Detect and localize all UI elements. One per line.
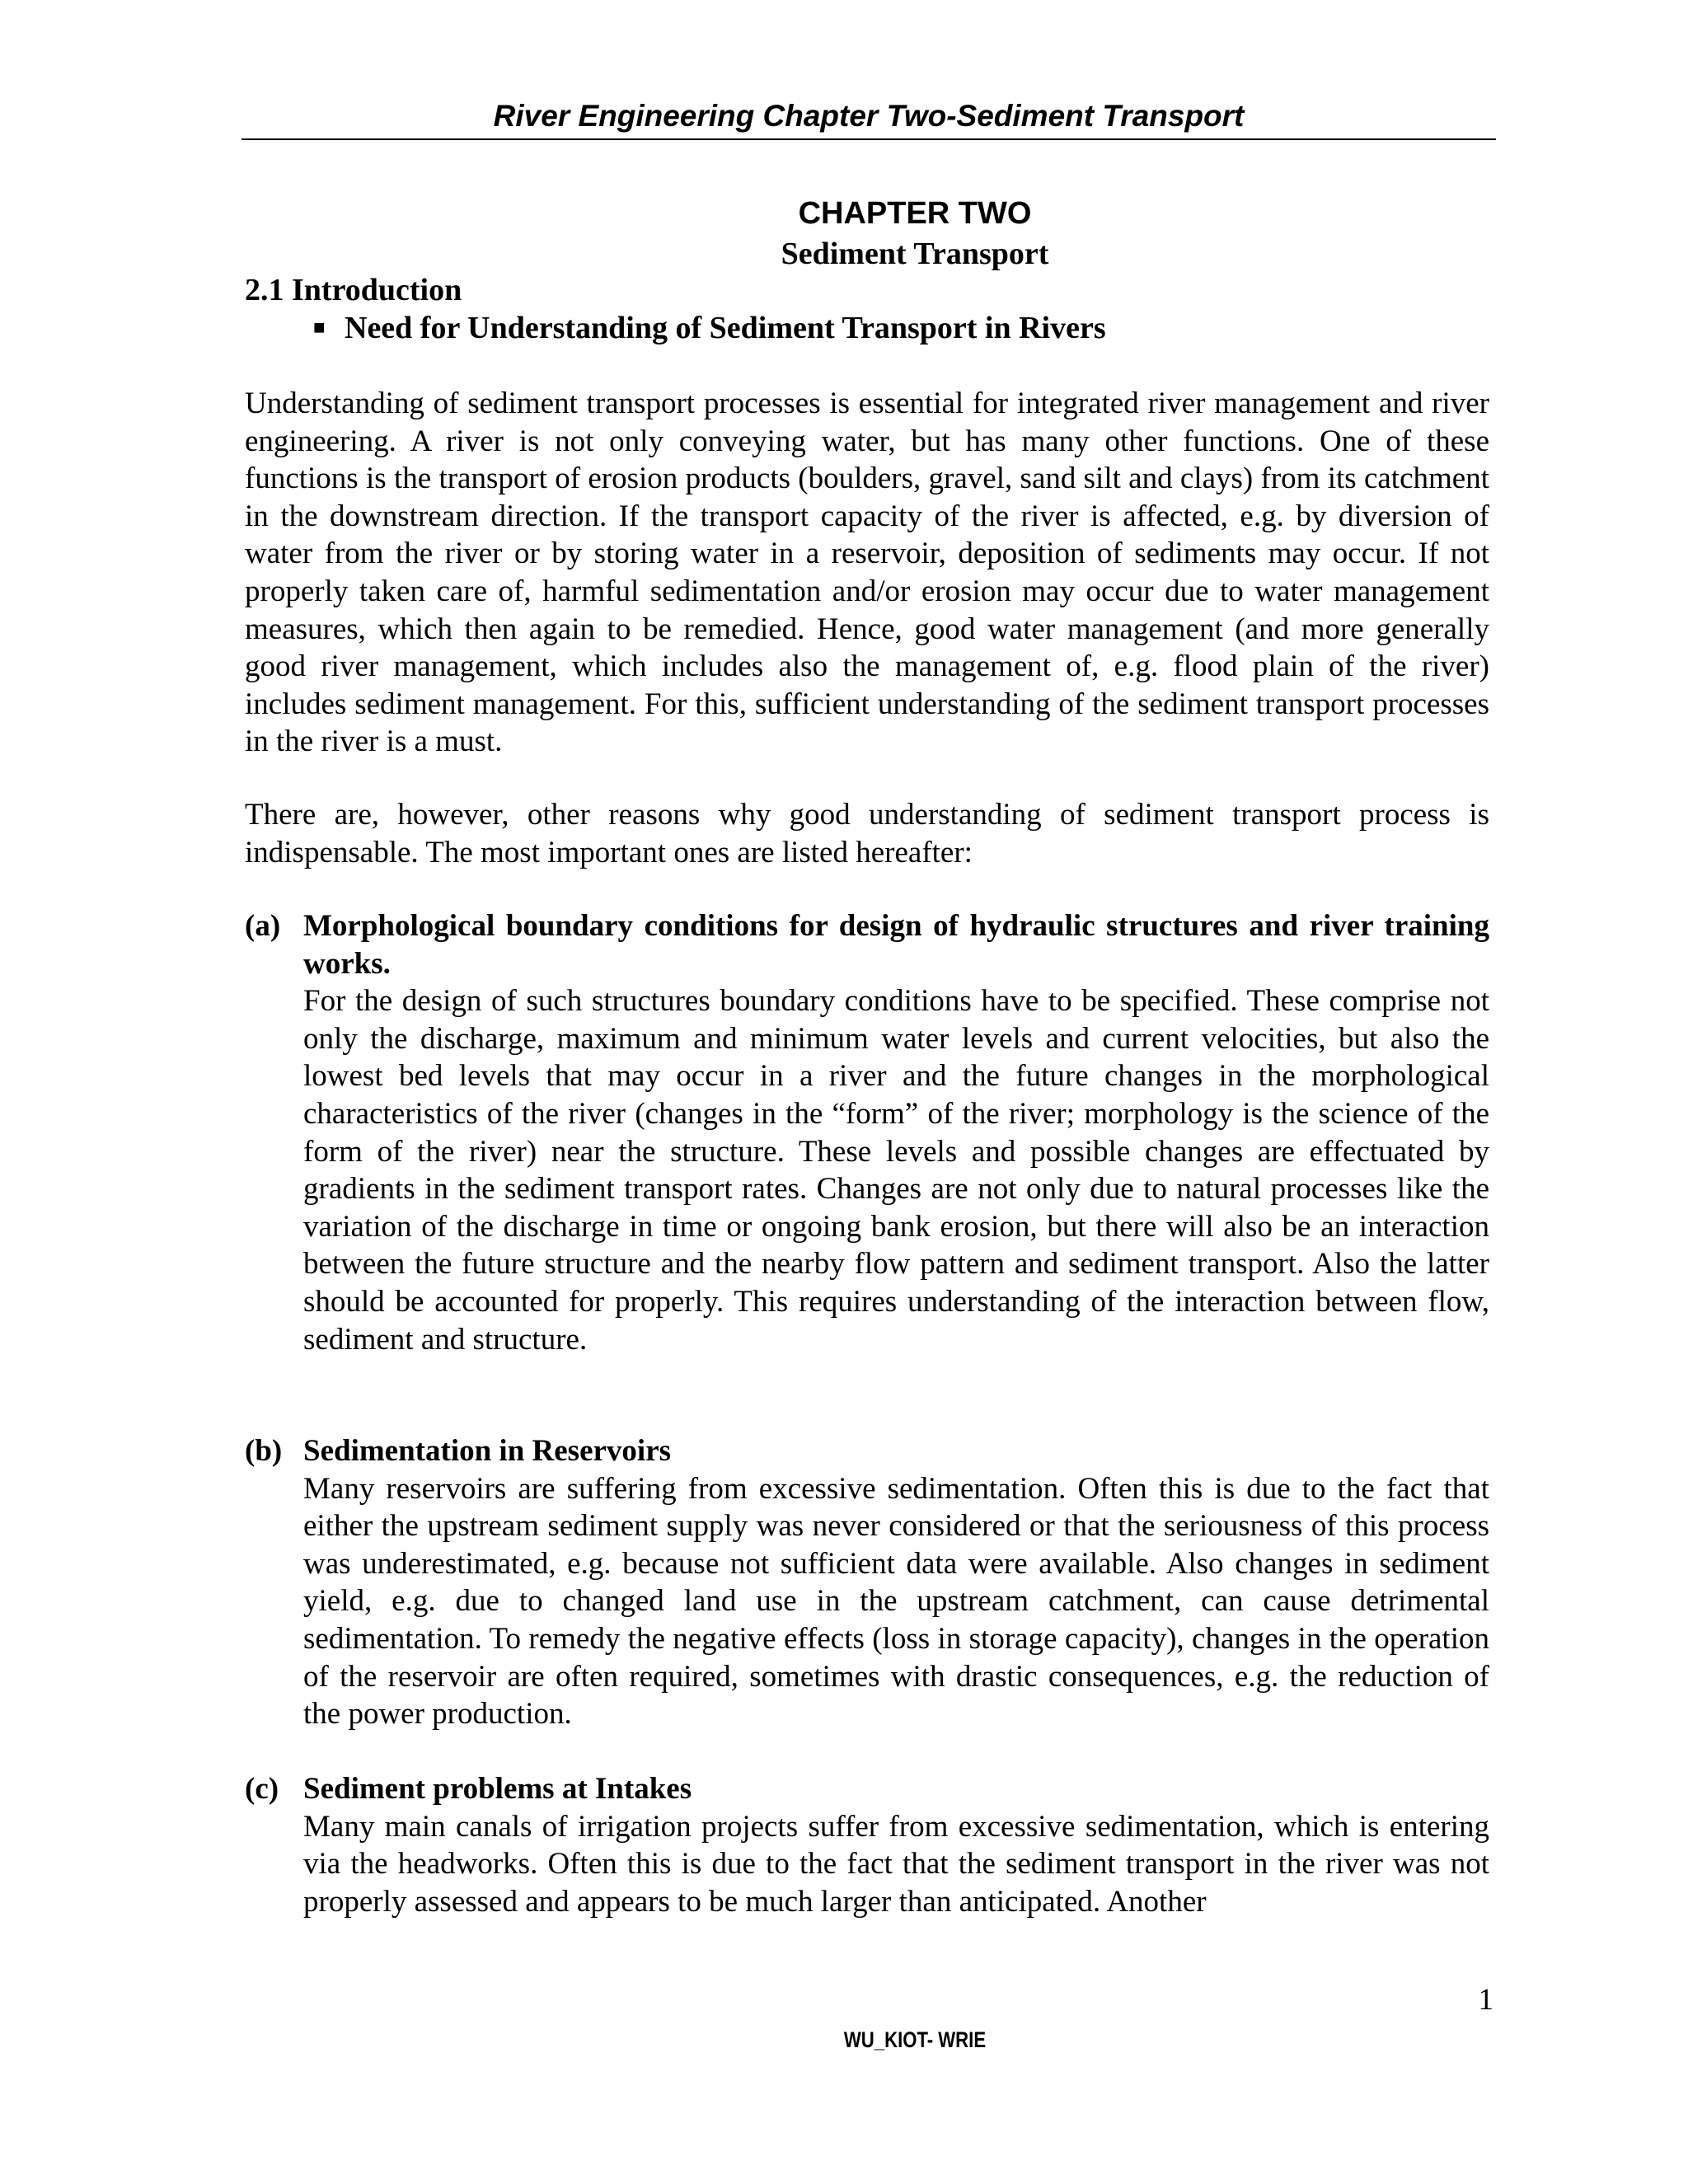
list-item bbox=[245, 1432, 1489, 1733]
running-header: River Engineering Chapter Two-Sediment Transport bbox=[493, 99, 1245, 133]
list-item-title: Morphological boundary conditions for design of hydraulic structures and river training works. bbox=[303, 909, 1489, 981]
header-rule bbox=[241, 138, 1496, 140]
list-item-text: For the design of such structures boundary conditions have to be specified. These comprise not only the discharge, maximum and minimum water levels and current velocities, but also the lowest bed levels that may occur in a river and the future changes in the morphological characteristics of the river (changes in the “form” of the river; morphology is the science of the form of the river) near the structure. These levels and possible changes are effectuated by gradients in the sediment transport rates. Changes are not only due to natural processes like the variation of the discharge in time or ongoing bank erosion, but there will also be an interaction between the future structure and the nearby flow pattern and sediment transport. Also the latter should be accounted for properly. This requires understanding of the interaction between flow, sediment and structure. bbox=[303, 984, 1489, 1357]
chapter-title: CHAPTER TWO bbox=[798, 196, 1032, 231]
bullet-heading bbox=[313, 309, 1106, 347]
list-item-label: (a) bbox=[245, 909, 281, 943]
paragraph: There are, however, other reasons why good understanding of sediment transport process is indispensable. The most important ones are listed hereafter: bbox=[245, 798, 1489, 869]
page-number: 1 bbox=[1478, 1983, 1493, 2017]
list-item-title: Sediment problems at Intakes bbox=[303, 1772, 692, 1806]
footer-institution: WU_KIOT- WRIE bbox=[843, 2027, 987, 2052]
list-item-text: Many main canals of irrigation projects suffer from excessive sedimentation, which is entering via the headworks. Often this is due to the fact that the sediment transport in the river was not properly assessed and appears to be much larger than anticipated. Another bbox=[303, 1809, 1489, 1919]
list-item bbox=[245, 1770, 1489, 1920]
list-item-text: Many reservoirs are suffering from excessive sedimentation. Often this is due to the fact that either the upstream sediment supply was never considered or that the seriousness of this process was underestimated, e.g. because not sufficient data were available. Also changes in sediment yield, e.g. due to changed land use in the upstream catchment, can cause detrimental sedimentation. To remedy the negative effects (loss in storage capacity), changes in the operation of the reservoir are often required, sometimes with drastic consequences, e.g. the reduction of the power production. bbox=[303, 1471, 1489, 1732]
chapter-subtitle: Sediment Transport bbox=[781, 237, 1049, 271]
list-item bbox=[245, 907, 1489, 1358]
section-heading: 2.1 Introduction bbox=[245, 273, 462, 307]
paragraph: Understanding of sediment transport processes is essential for integrated river management and river engineering. A river is not only conveying water, but has many other functions. One of these functions is the transport of erosion products (boulders, gravel, sand silt and clays) from its catchment in the downstream direction. If the transport capacity of the river is affected, e.g. by diversion of water from the river or by storing water in a reservoir, deposition of sediments may occur. If not properly taken care of, harmful sedimentation and/or erosion may occur due to water management measures, which then again to be remedied. Hence, good water management (and more generally good river management, which includes also the management of, e.g. flood plain of the river) includes sediment management. For this, sufficient understanding of the sediment transport processes in the river is a must. bbox=[245, 387, 1489, 759]
list-item-content bbox=[303, 1770, 1489, 1920]
list-item-label: (b) bbox=[245, 1434, 283, 1468]
list-item-content bbox=[303, 1432, 1489, 1733]
list-item-label: (c) bbox=[245, 1772, 279, 1806]
bullet-heading-text: Need for Understanding of Sediment Transport in Rivers bbox=[345, 311, 1106, 345]
list-item-title: Sedimentation in Reservoirs bbox=[303, 1434, 672, 1468]
list-item-content bbox=[303, 907, 1489, 1358]
square-bullet-icon: ■ bbox=[313, 317, 326, 339]
